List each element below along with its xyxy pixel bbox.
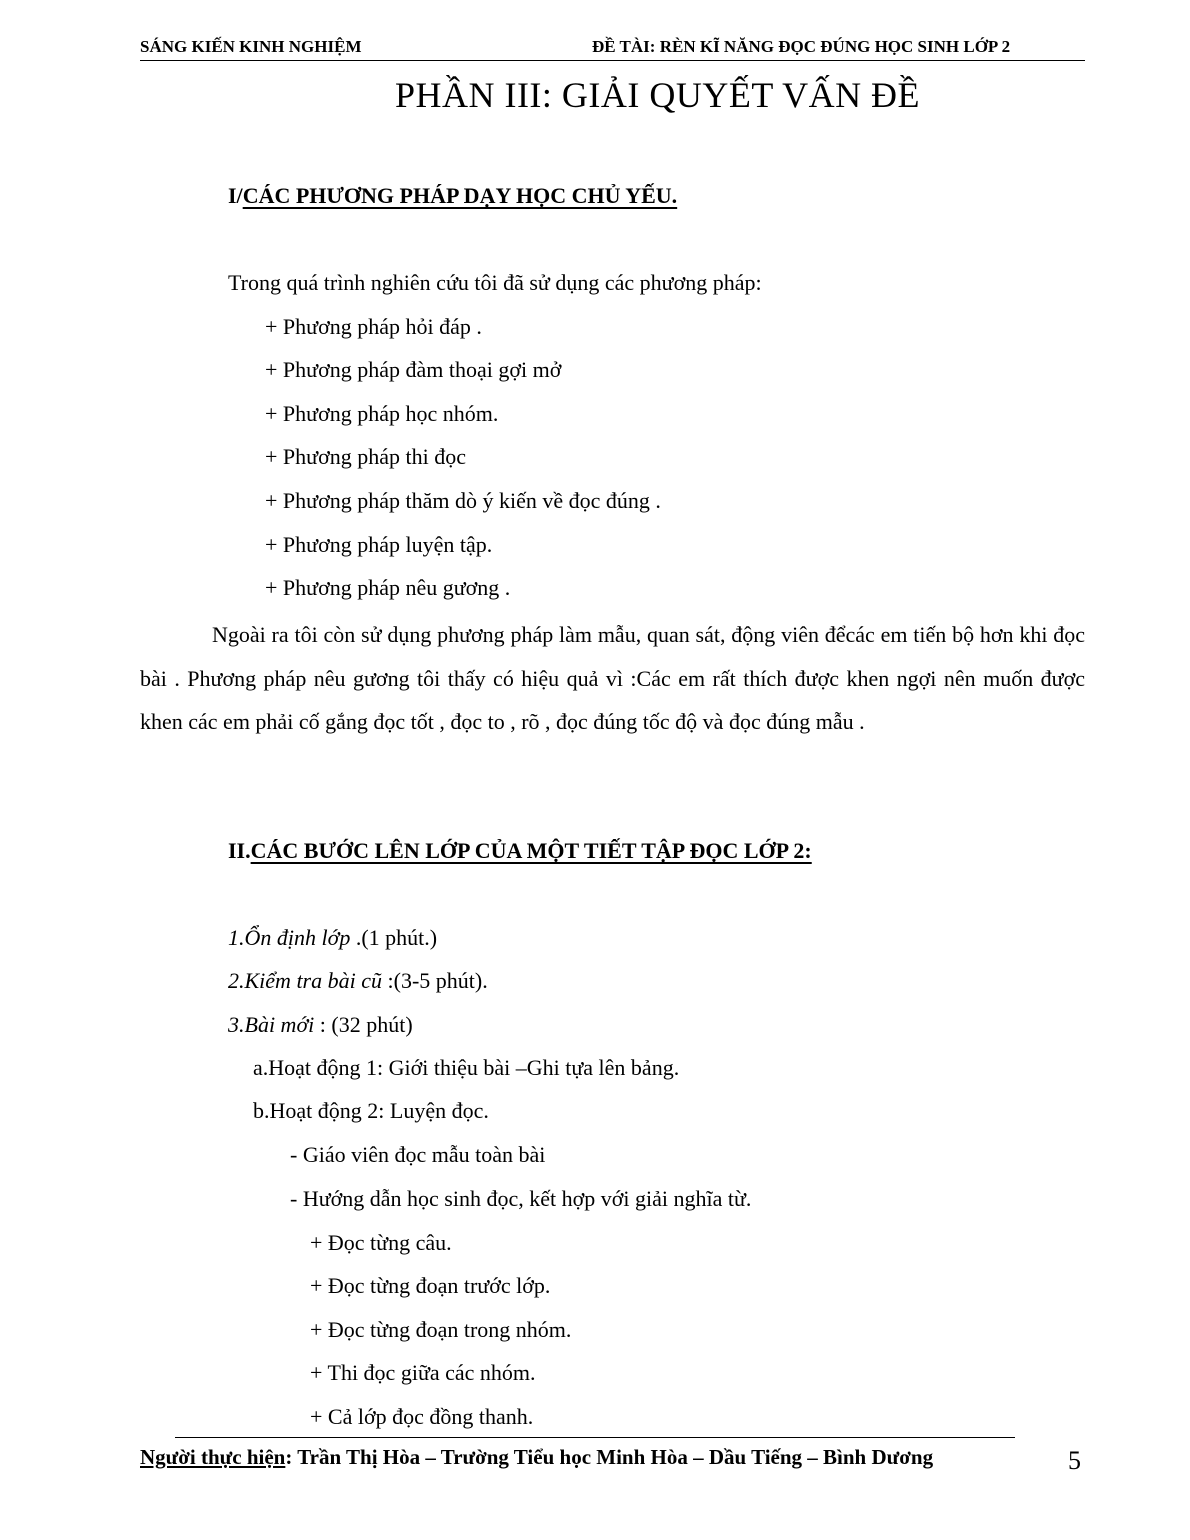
- activity-item: a.Hoạt động 1: Giới thiệu bài –Ghi tựa lên bảng.: [253, 1055, 680, 1080]
- step-label: 1.Ổn định lớp: [228, 925, 351, 950]
- activity-item: b.Hoạt động 2: Luyện đọc.: [253, 1098, 489, 1123]
- step-label: 3.Bài mới: [228, 1012, 315, 1037]
- method-item: + Phương pháp học nhóm.: [265, 401, 499, 426]
- header-left: SÁNG KIẾN KINH NGHIỆM: [140, 37, 362, 56]
- step-detail: :(3-5 phút).: [382, 968, 488, 993]
- step-item: [228, 925, 437, 951]
- section2-prefix: II.: [228, 838, 251, 863]
- plus-item: + Cả lớp đọc đồng thanh.: [310, 1404, 534, 1429]
- method-item: + Phương pháp nêu gương .: [265, 575, 511, 600]
- method-item: + Phương pháp luyện tập.: [265, 532, 493, 557]
- section1-intro: Trong quá trình nghiên cứu tôi đã sử dụng các phương pháp:: [228, 270, 762, 295]
- header-rule: [140, 60, 1085, 61]
- step-detail: : (32 phút): [314, 1012, 413, 1037]
- plus-item: + Đọc từng đoạn trong nhóm.: [310, 1317, 572, 1342]
- page-number: 5: [1068, 1446, 1081, 1475]
- footer-label: Người thực hiện: [140, 1445, 286, 1469]
- method-item: + Phương pháp hỏi đáp .: [265, 314, 482, 339]
- section1-paragraph: Ngoài ra tôi còn sử dụng phương pháp làm mẫu, quan sát, động viên đểcác em tiến bộ hơn khi đọc bài . Phương pháp nêu gương tôi thấy có hiệu quả vì :Các em rất thích được khen ngợi nên muốn được khen các em phải cố gắng đọc tốt , đọc to , rõ , đọc đúng tốc độ và đọc đúng mẫu .: [140, 622, 1085, 735]
- method-item: + Phương pháp đàm thoại gợi mở: [265, 357, 562, 382]
- section1-heading: [228, 183, 677, 209]
- plus-item: + Đọc từng câu.: [310, 1230, 452, 1255]
- method-item: + Phương pháp thi đọc: [265, 444, 466, 469]
- section2-title: CÁC BƯỚC LÊN LỚP CỦA MỘT TIẾT TẬP ĐỌC LỚP 2:: [250, 838, 812, 863]
- page-title: PHẦN III: GIẢI QUYẾT VẤN ĐỀ: [394, 75, 921, 115]
- section1-title: CÁC PHƯƠNG PHÁP DẠY HỌC CHỦ YẾU.: [242, 183, 678, 208]
- plus-item: + Đọc từng đoạn trước lớp.: [310, 1273, 551, 1298]
- method-item: + Phương pháp thăm dò ý kiến về đọc đúng .: [265, 488, 661, 513]
- dash-item: - Hướng dẫn học sinh đọc, kết hợp với giải nghĩa từ.: [290, 1186, 752, 1211]
- header-right: ĐỀ TÀI: RÈN KĨ NĂNG ĐỌC ĐÚNG HỌC SINH LỚP 2: [592, 37, 1011, 56]
- step-item: [228, 968, 488, 994]
- section2-heading: [228, 838, 812, 864]
- step-detail: .(1 phút.): [350, 925, 438, 950]
- footer-rule: [175, 1437, 1015, 1438]
- step-item: [228, 1012, 413, 1038]
- section1-prefix: I/: [228, 183, 243, 208]
- dash-item: - Giáo viên đọc mẫu toàn bài: [290, 1142, 546, 1167]
- footer-text: : Trần Thị Hòa – Trường Tiểu học Minh Hòa – Dầu Tiếng – Bình Dương: [285, 1445, 934, 1469]
- footer-author: [140, 1445, 933, 1470]
- plus-item: + Thi đọc giữa các nhóm.: [310, 1360, 536, 1385]
- step-label: 2.Kiểm tra bài cũ: [228, 968, 382, 993]
